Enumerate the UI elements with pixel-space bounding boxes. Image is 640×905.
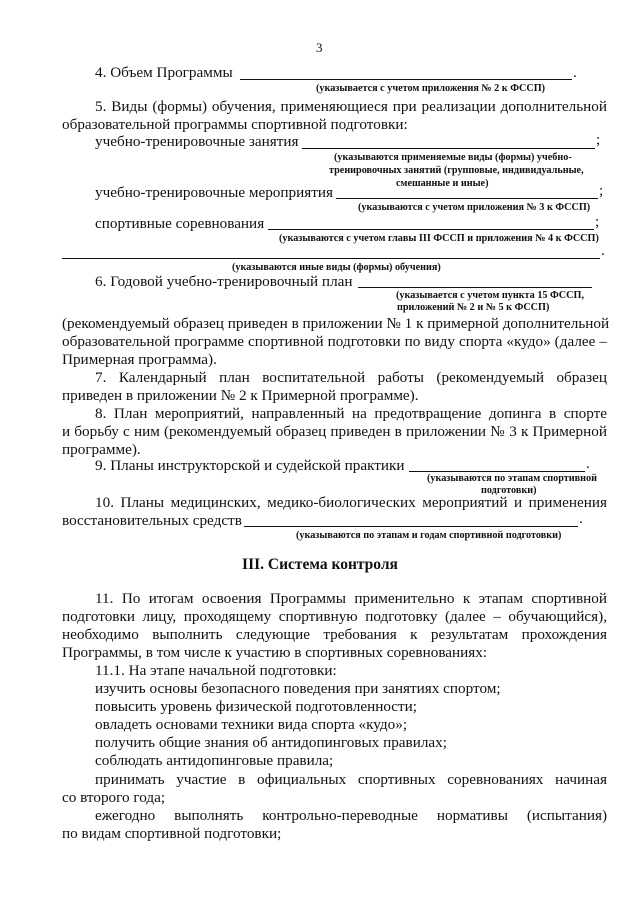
item-9-blank-line [409,471,585,472]
item-6-note-1: (указывается с учетом пункта 15 ФССП, [396,290,584,301]
item-7-line-1: 7. Календарный план воспитательной работы (рекомендуемый образец [95,369,607,386]
item-5a-note-1: (указываются применяемые виды (формы) учебно- [334,152,572,163]
p11-1-heading: 11.1. На этапе начальной подготовки: [95,662,337,679]
item-10-blank-line [244,526,578,527]
item-5c-note: (указываются с учетом главы III ФССП и приложения № 4 к ФССП) [279,233,599,244]
item-6-line-4: Примерная программа). [62,351,217,368]
item-5a-label: учебно-тренировочные занятия [95,133,299,150]
item-4-blank-line [240,79,572,80]
item-5d-note: (указываются иные виды (формы) обучения) [232,262,441,273]
item-10-end: . [579,510,583,527]
requirement-5: соблюдать антидопинговые правила; [95,752,334,769]
item-5b-end: ; [599,182,604,199]
item-9-note-1: (указываются по этапам спортивной [427,473,597,484]
item-10-label: восстановительных средств [62,512,242,529]
p11-line-4: Программы, в том числе к участию в спортивных соревнованиях: [62,644,488,661]
item-9-note-2: подготовки) [481,485,537,496]
requirement-1: изучить основы безопасного поведения при занятиях спортом; [95,680,501,697]
item-5b-label: учебно-тренировочные мероприятия [95,184,333,201]
item-9-end: . [586,455,590,472]
p11-line-1: 11. По итогам освоения Программы применительно к этапам спортивной [95,590,607,607]
item-8-line-3: программе). [62,441,141,458]
section-heading: III. Система контроля [242,556,398,573]
page-number: 3 [316,40,323,55]
item-6-label: 6. Годовой учебно-тренировочный план [95,273,353,290]
requirement-6-line-1: принимать участие в официальных спортивных соревнованиях начиная [95,771,607,788]
item-4-end: . [573,64,577,81]
item-5a-note-3: смешанные и иные) [396,178,489,189]
p11-line-2: подготовки лицу, проходящему спортивную подготовку (далее – обучающийся), [62,608,607,625]
requirement-4: получить общие знания об антидопинговых правилах; [95,734,447,751]
item-8-line-1: 8. План мероприятий, направленный на предотвращение допинга в спорте [95,405,607,422]
item-5d-blank-line [62,258,600,259]
item-5c-label: спортивные соревнования [95,215,265,232]
item-9-label: 9. Планы инструкторской и судейской практики [95,457,405,474]
item-5b-note: (указываются с учетом приложения № 3 к ФССП) [358,202,591,213]
p11-line-3: необходимо выполнить следующие требования к результатам прохождения [62,626,607,643]
requirement-7-line-1: ежегодно выполнять контрольно-переводные нормативы (испытания) [95,807,607,824]
item-5b-blank-line [336,198,598,199]
item-5a-blank-line [302,148,595,149]
item-5c-blank-line [268,229,594,230]
requirement-7-line-2: по видам спортивной подготовки; [62,825,282,842]
item-10-line-1: 10. Планы медицинских, медико-биологических мероприятий и применения [95,494,607,511]
requirement-2: повысить уровень физической подготовленности; [95,698,418,715]
item-6-line-3: образовательной программе спортивной подготовки по виду спорта «кудо» (далее – [62,333,607,350]
item-5a-end: ; [596,131,601,148]
requirement-3: овладеть основами техники вида спорта «кудо»; [95,716,408,733]
item-4-label: 4. Объем Программы [95,64,233,81]
item-5-line-1: 5. Виды (формы) обучения, применяющиеся при реализации дополнительной [95,98,607,115]
requirement-6-line-2: со второго года; [62,789,166,806]
item-6-line-2: (рекомендуемый образец приведен в приложении № 1 к примерной дополнительной [62,315,610,332]
item-10-note: (указываются по этапам и годам спортивной подготовки) [296,530,562,541]
item-5a-note-2: тренировочных занятий (групповые, индивидуальные, [329,165,584,176]
item-6-blank-line [358,287,592,288]
item-5d-end: . [601,242,605,259]
item-5c-end: ; [595,213,600,230]
item-8-line-2: и борьбу с ним (рекомендуемый образец приведен в приложении № 3 к Примерной [62,423,607,440]
item-4-note: (указывается с учетом приложения № 2 к ФССП) [316,83,546,94]
item-7-line-2: приведен в приложении № 2 к Примерной программе). [62,387,419,404]
item-5-line-2: образовательной программы спортивной подготовки: [62,116,408,133]
item-6-note-2: приложений № 2 и № 5 к ФССП) [397,302,550,313]
